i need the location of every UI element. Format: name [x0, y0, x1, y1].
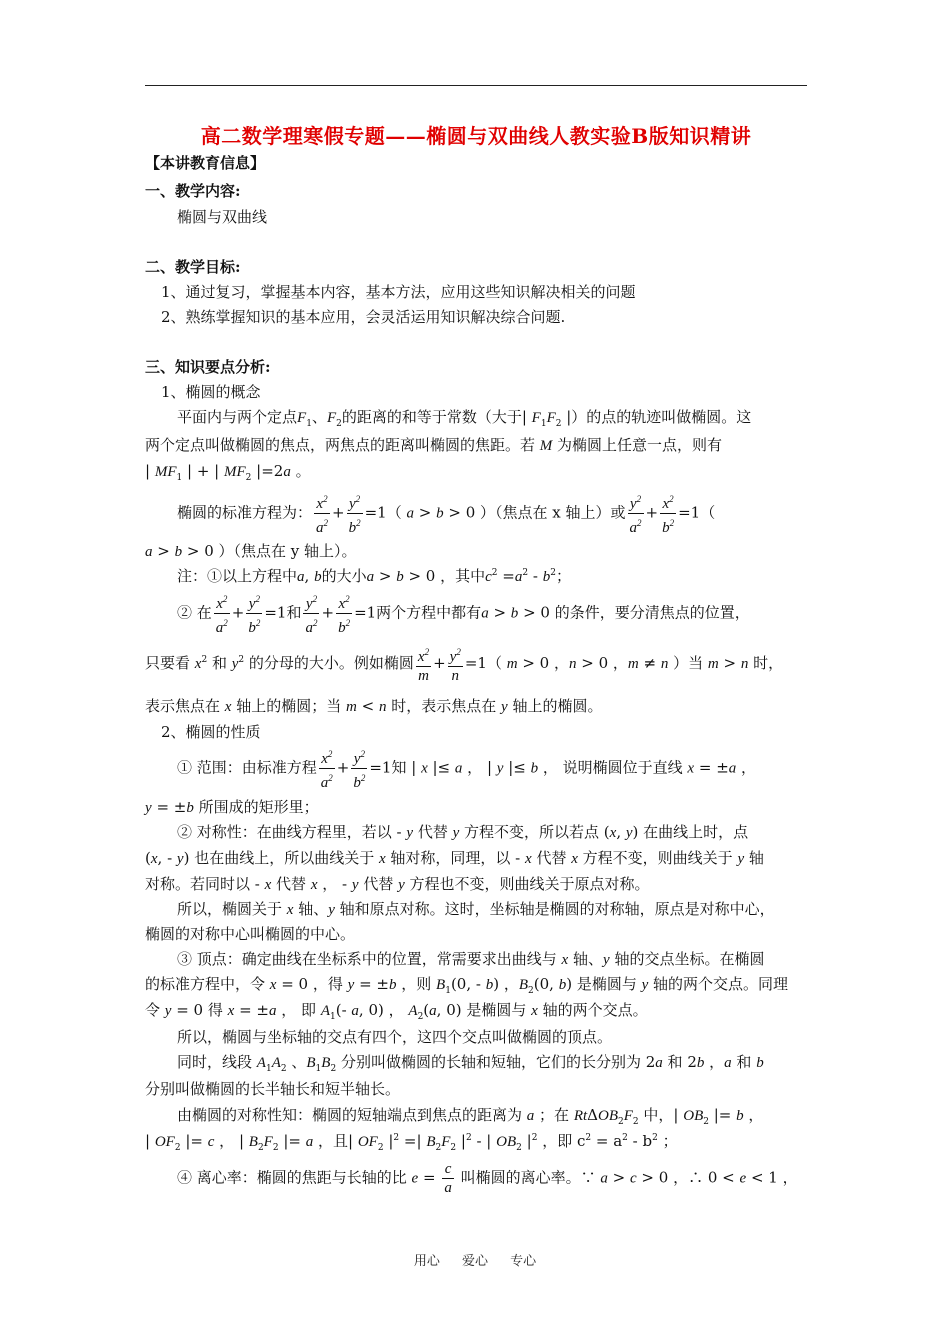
property-line: 所以，椭圆与坐标轴的交点有四个，这四个交点叫做椭圆的顶点。 — [177, 1028, 613, 1046]
property-line: ① 范围：由标准方程 $\frac{x^2}{a^2}$ + $\frac{y^2}{b^2}$ =1知 | x |≤ a ， | y |≤ b ， 说明椭圆位于直线 x = ±a ， — [177, 745, 756, 792]
section-3-heading: 三、知识要点分析: — [145, 358, 271, 376]
property-line: 同时，线段 $A_1A_2$ 、$B_1B_2$ 分别叫做椭圆的长轴和短轴，它们的长分别为 2a 和 2b ，a 和 b — [177, 1053, 764, 1074]
property-line: 所以，椭圆关于 x 轴、y 轴和原点对称。这时，坐标轴是椭圆的对称轴，原点是对称中心， — [177, 900, 775, 918]
note-line: ② 在 $\frac{x^2}{a^2}$ + $\frac{y^2}{b^2}$ =1和 $\frac{y^2}{a^2}$ + $\frac{x^2}{b^2}$ =1两个方程中都有a > b > 0 的条件，要分清焦点的位置， — [177, 590, 750, 637]
page-footer: 用心 爱心 专心 — [413, 1254, 537, 1269]
subsection-ellipse-concept: 1、椭圆的概念 — [161, 383, 261, 401]
formula-line: a > b > 0 ）（焦点在 y 轴上）。 — [145, 542, 357, 560]
info-header: 【本讲教育信息】 — [145, 154, 266, 172]
section-1-body: 椭圆与双曲线 — [177, 208, 268, 226]
property-line: ④ 离心率：椭圆的焦距与长轴的比 e = $\frac{c}{a}$ 叫椭圆的离心率。∵ a > c > 0 ，∴ 0 < e < 1 ， — [177, 1161, 798, 1196]
section-2-item-1: 1、通过复习，掌握基本内容，基本方法，应用这些知识解决相关的问题 — [161, 283, 636, 301]
section-1-heading: 一、教学内容: — [145, 182, 241, 200]
property-line: 由椭圆的对称性知：椭圆的短轴端点到焦点的距离为 a ；在 $Rt\Delta OB_2F_2$ 中，| $OB_2$ |= b ， — [177, 1106, 764, 1127]
note-line: 注：①以上方程中a, b的大小a > b > 0 ，其中$c^2 =a^2 - b^2$； — [177, 567, 571, 585]
formula-line: 椭圆的标准方程为： $\frac{x^2}{a^2}$ + $\frac{y^2}{b^2}$ =1（ a > b > 0 ）（焦点在 x 轴上）或 $\frac{y^2}{a^2}$ + $\frac{x^2}{b^2}$ =1（ — [177, 490, 715, 537]
property-line: y = ±b 所围成的矩形里； — [145, 798, 319, 816]
property-line: ③ 顶点：确定曲线在坐标系中的位置，常需要求出曲线与 x 轴、y 轴的交点坐标。在椭圆 — [177, 950, 765, 968]
property-line: (x, - y) 也在曲线上，所以曲线关于 x 轴对称，同理，以 - x 代替 x 方程不变，则曲线关于 y 轴 — [145, 849, 764, 867]
subsection-ellipse-properties: 2、椭圆的性质 — [161, 723, 261, 741]
property-line: 对称。若同时以 - x 代替 x ， - y 代替 y 方程也不变，则曲线关于原点对称。 — [145, 875, 650, 893]
document-title: 高二数学理寒假专题——椭圆与双曲线人教实验B版知识精讲 — [200, 124, 752, 148]
property-line: 椭圆的对称中心叫椭圆的中心。 — [145, 925, 356, 943]
property-line: 令 y = 0 得 x = ±a ， 即 $A_1(-$ a, 0) ， $A_2(a$, 0) 是椭圆与 x 轴的两个交点。 — [145, 1001, 648, 1022]
paragraph-line: 平面内与两个定点$F_1$、$F_2$的距离的和等于常数（大于| $F_1F_2$ |）的点的轨迹叫做椭圆。这 — [177, 408, 752, 429]
note-line: 只要看 $x^2$ 和 $y^2$ 的分母的大小。例如椭圆 $\frac{x^2}{m}$ + $\frac{y^2}{n}$ =1（ m > 0 ，n > 0 ，m ≠ n ）当 m > n 时， — [145, 643, 783, 685]
note-line: 表示焦点在 x 轴上的椭圆；当 m < n 时，表示焦点在 y 轴上的椭圆。 — [145, 697, 603, 715]
property-line: 的标准方程中，令 x = 0 ，得 y = ±b ，则 $B_1(0$, - b) ，$B_2(0$, b) 是椭圆与 y 轴的两个交点。同理 — [145, 975, 789, 996]
property-line: | $OF_2$ |= c ， | $B_2F_2$ |= a ，且| $OF_2$ $|^2$ =| $B_2F_2$ $|^2$ - | $OB_2$ $|^2$ ，即 $c^2 = a^2 - b^2$ ； — [145, 1132, 678, 1153]
section-2-heading: 二、教学目标: — [145, 258, 241, 276]
header-rule — [145, 85, 807, 86]
property-line: ② 对称性：在曲线方程里，若以 - y 代替 y 方程不变，所以若点 (x, y) 在曲线上时，点 — [177, 823, 749, 841]
paragraph-line: 两个定点叫做椭圆的焦点，两焦点的距离叫椭圆的焦距。若 M 为椭圆上任意一点，则有 — [145, 436, 723, 454]
section-2-item-2: 2、熟练掌握知识的基本应用，会灵活运用知识解决综合问题. — [161, 308, 566, 326]
formula-line: | $MF_1$ | + | $MF_2$ |=2a 。 — [145, 462, 311, 483]
property-line: 分别叫做椭圆的长半轴长和短半轴长。 — [145, 1080, 401, 1098]
